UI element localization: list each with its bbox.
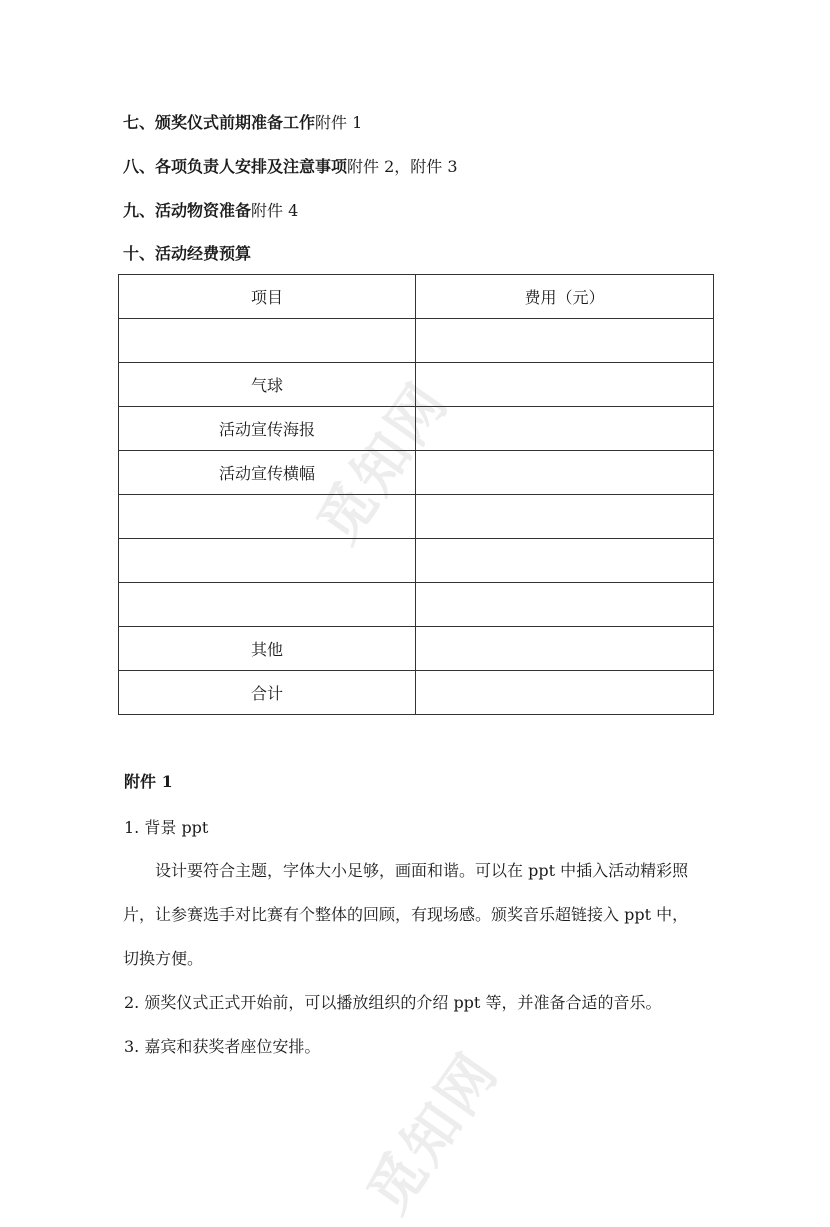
- item-cell: [119, 495, 416, 539]
- cost-cell: [416, 407, 714, 451]
- item-cell: 合计: [119, 671, 416, 715]
- appendix-item-2: 2. 颁奖仪式正式开始前，可以播放组织的介绍 ppt 等，并准备合适的音乐。: [124, 993, 662, 1012]
- header-item: 项目: [119, 275, 416, 319]
- table-row: [119, 495, 714, 539]
- table-row: [119, 451, 714, 495]
- table-row: [119, 407, 714, 451]
- section-heading-8-title: 八、各项负责人安排及注意事项: [123, 157, 348, 176]
- section-heading-10: [123, 244, 251, 264]
- item-cell: [119, 319, 416, 363]
- cost-cell: [416, 583, 714, 627]
- appendix-item-1: 1. 背景 ppt: [124, 818, 209, 837]
- item-cell: [119, 583, 416, 627]
- cost-cell: [416, 495, 714, 539]
- table-row: [119, 671, 714, 715]
- watermark-text-bottom: 觅知网: [354, 1039, 512, 1225]
- watermark-text: 觅知网: [304, 369, 462, 555]
- table-row: [119, 363, 714, 407]
- cost-cell: [416, 627, 714, 671]
- table-row: [119, 583, 714, 627]
- appendix-paragraph-line-3: 切换方便。: [123, 949, 204, 968]
- table-header-row: [119, 275, 714, 319]
- section-heading-7-ref: 附件 1: [315, 113, 363, 132]
- appendix-paragraph-line-2: 片，让参赛选手对比赛有个整体的回顾，有现场感。颁奖音乐超链接入 ppt 中，: [123, 905, 689, 924]
- appendix-title: 附件 1: [124, 772, 173, 791]
- section-heading-8-ref: 附件 2，附件 3: [347, 157, 458, 176]
- cost-cell: [416, 671, 714, 715]
- table-row: [119, 319, 714, 363]
- table-row: [119, 627, 714, 671]
- section-heading-10-title: 十、活动经费预算: [123, 244, 252, 263]
- section-heading-8: [123, 157, 458, 177]
- cost-cell: [416, 451, 714, 495]
- section-heading-7: [123, 113, 362, 133]
- cost-cell: [416, 363, 714, 407]
- section-heading-9: [123, 201, 298, 221]
- appendix-paragraph-line-1: 设计要符合主题，字体大小足够，画面和谐。可以在 ppt 中插入活动精彩照: [155, 861, 689, 880]
- item-cell: 活动宣传横幅: [119, 451, 416, 495]
- section-heading-9-ref: 附件 4: [251, 201, 299, 220]
- section-heading-9-title: 九、活动物资准备: [123, 201, 252, 220]
- cost-cell: [416, 539, 714, 583]
- item-cell: 活动宣传海报: [119, 407, 416, 451]
- table-row: [119, 539, 714, 583]
- cost-cell: [416, 319, 714, 363]
- section-heading-7-title: 七、颁奖仪式前期准备工作: [123, 113, 316, 132]
- header-cost: 费用（元）: [416, 275, 714, 319]
- item-cell: 其他: [119, 627, 416, 671]
- appendix-item-3: 3. 嘉宾和获奖者座位安排。: [124, 1037, 321, 1056]
- item-cell: [119, 539, 416, 583]
- budget-table: [118, 274, 714, 715]
- item-cell: 气球: [119, 363, 416, 407]
